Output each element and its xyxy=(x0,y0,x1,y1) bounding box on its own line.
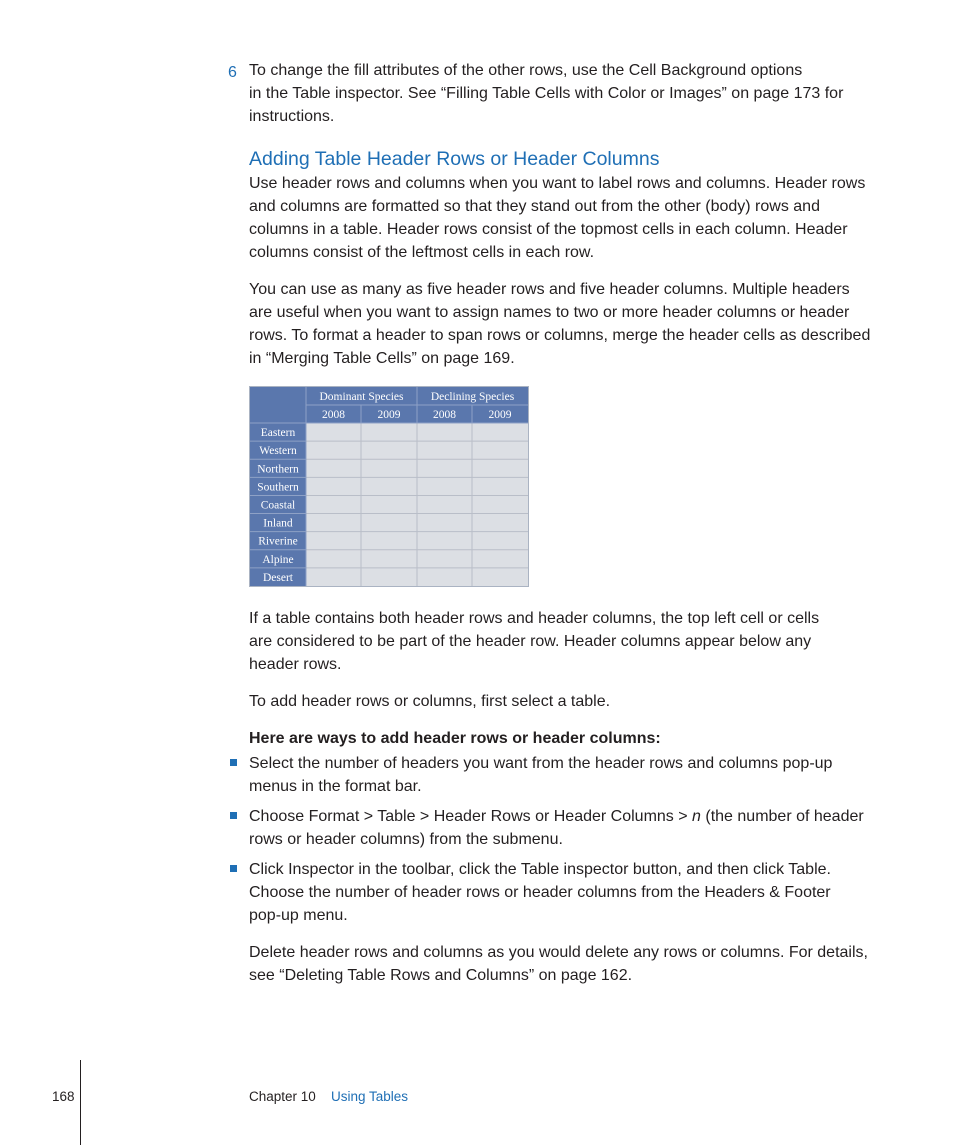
bullet-line: Click Inspector in the toolbar, click the Table inspector button, and then click Table. xyxy=(249,861,831,878)
paragraph-line: in “Merging Table Cells” on page 169. xyxy=(249,350,515,367)
bullet-item-1 xyxy=(249,752,879,798)
bullet-italic-n: n xyxy=(692,808,701,825)
bullet-line: menus in the format bar. xyxy=(249,778,422,795)
paragraph-line: header rows. xyxy=(249,656,342,673)
row-header: Northern xyxy=(257,463,299,476)
intro-paragraph xyxy=(249,172,879,264)
bullet-text: Choose Format > Table > Header Rows or Header Columns > xyxy=(249,808,693,825)
step-number: 6 xyxy=(228,64,237,81)
row-header: Riverine xyxy=(258,535,298,548)
paragraph-line: see “Deleting Table Rows and Columns” on page 162. xyxy=(249,967,633,984)
row-header: Desert xyxy=(262,571,294,584)
ways-heading: Here are ways to add header rows or header columns: xyxy=(249,730,661,747)
row-header: Western xyxy=(259,445,297,458)
bullet-icon xyxy=(230,865,237,872)
paragraph-line: Delete header rows and columns as you would delete any rows or columns. For details, xyxy=(249,944,868,961)
step-line: To change the fill attributes of the other rows, use the Cell Background options xyxy=(249,62,803,79)
bullet-line: Choose the number of header rows or header columns from the Headers & Footer xyxy=(249,884,831,901)
bullet-item-2 xyxy=(249,805,879,851)
year-header: 2009 xyxy=(488,409,512,421)
paragraph-line: are considered to be part of the header row. Header columns appear below any xyxy=(249,633,812,650)
row-header: Coastal xyxy=(260,499,296,512)
paragraph-line: rows. To format a header to span rows or columns, merge the header cells as described xyxy=(249,327,871,344)
page-number: 168 xyxy=(52,1089,75,1104)
multi-header-paragraph xyxy=(249,278,879,370)
bullet-line: Select the number of headers you want from the header rows and columns pop-up xyxy=(249,755,833,772)
group-header-declining: Declining Species xyxy=(430,391,515,403)
paragraph-line: columns consist of the leftmost cells in each row. xyxy=(249,244,595,261)
bullet-item-3 xyxy=(249,858,879,927)
section-heading: Adding Table Header Rows or Header Columns xyxy=(249,148,660,170)
table-figure-graphic xyxy=(250,387,528,586)
row-header: Alpine xyxy=(262,553,294,566)
bullet-line: pop-up menu. xyxy=(249,907,348,924)
overlap-paragraph xyxy=(249,607,879,676)
table-figure xyxy=(249,386,529,587)
row-header: Inland xyxy=(263,517,293,530)
footer-chapter-link[interactable]: Using Tables xyxy=(331,1089,409,1104)
step-line: in the Table inspector. See “Filling Table Cells with Color or Images” on page 173 for xyxy=(249,85,844,102)
step-line: instructions. xyxy=(249,108,335,125)
paragraph-line: columns in a table. Header rows consist of the topmost cells in each column. Header xyxy=(249,221,848,238)
bullet-icon xyxy=(230,812,237,819)
select-table-text: To add header rows or columns, first select a table. xyxy=(249,693,611,710)
paragraph-line: Use header rows and columns when you want to label rows and columns. Header rows xyxy=(249,175,866,192)
year-header: 2008 xyxy=(322,409,345,421)
year-header: 2009 xyxy=(377,409,401,421)
year-header: 2008 xyxy=(433,409,456,421)
footer-divider xyxy=(80,1060,81,1145)
step-6-text xyxy=(249,59,879,128)
delete-paragraph xyxy=(249,941,879,987)
bullet-text: (the number of header xyxy=(700,808,864,825)
bullet-icon xyxy=(230,759,237,766)
paragraph-line: You can use as many as five header rows and five header columns. Multiple headers xyxy=(249,281,850,298)
row-header: Southern xyxy=(257,481,299,494)
paragraph-line: are useful when you want to assign names to two or more header columns or header xyxy=(249,304,850,321)
bullet-line: rows or header columns) from the submenu. xyxy=(249,831,563,848)
group-header-dominant: Dominant Species xyxy=(319,391,404,403)
paragraph-line: and columns are formatted so that they stand out from the other (body) rows and xyxy=(249,198,820,215)
row-header: Eastern xyxy=(260,427,296,440)
footer-chapter: Chapter 10 xyxy=(249,1089,316,1104)
bullet-line xyxy=(249,805,879,828)
paragraph-line: If a table contains both header rows and header columns, the top left cell or cells xyxy=(249,610,820,627)
